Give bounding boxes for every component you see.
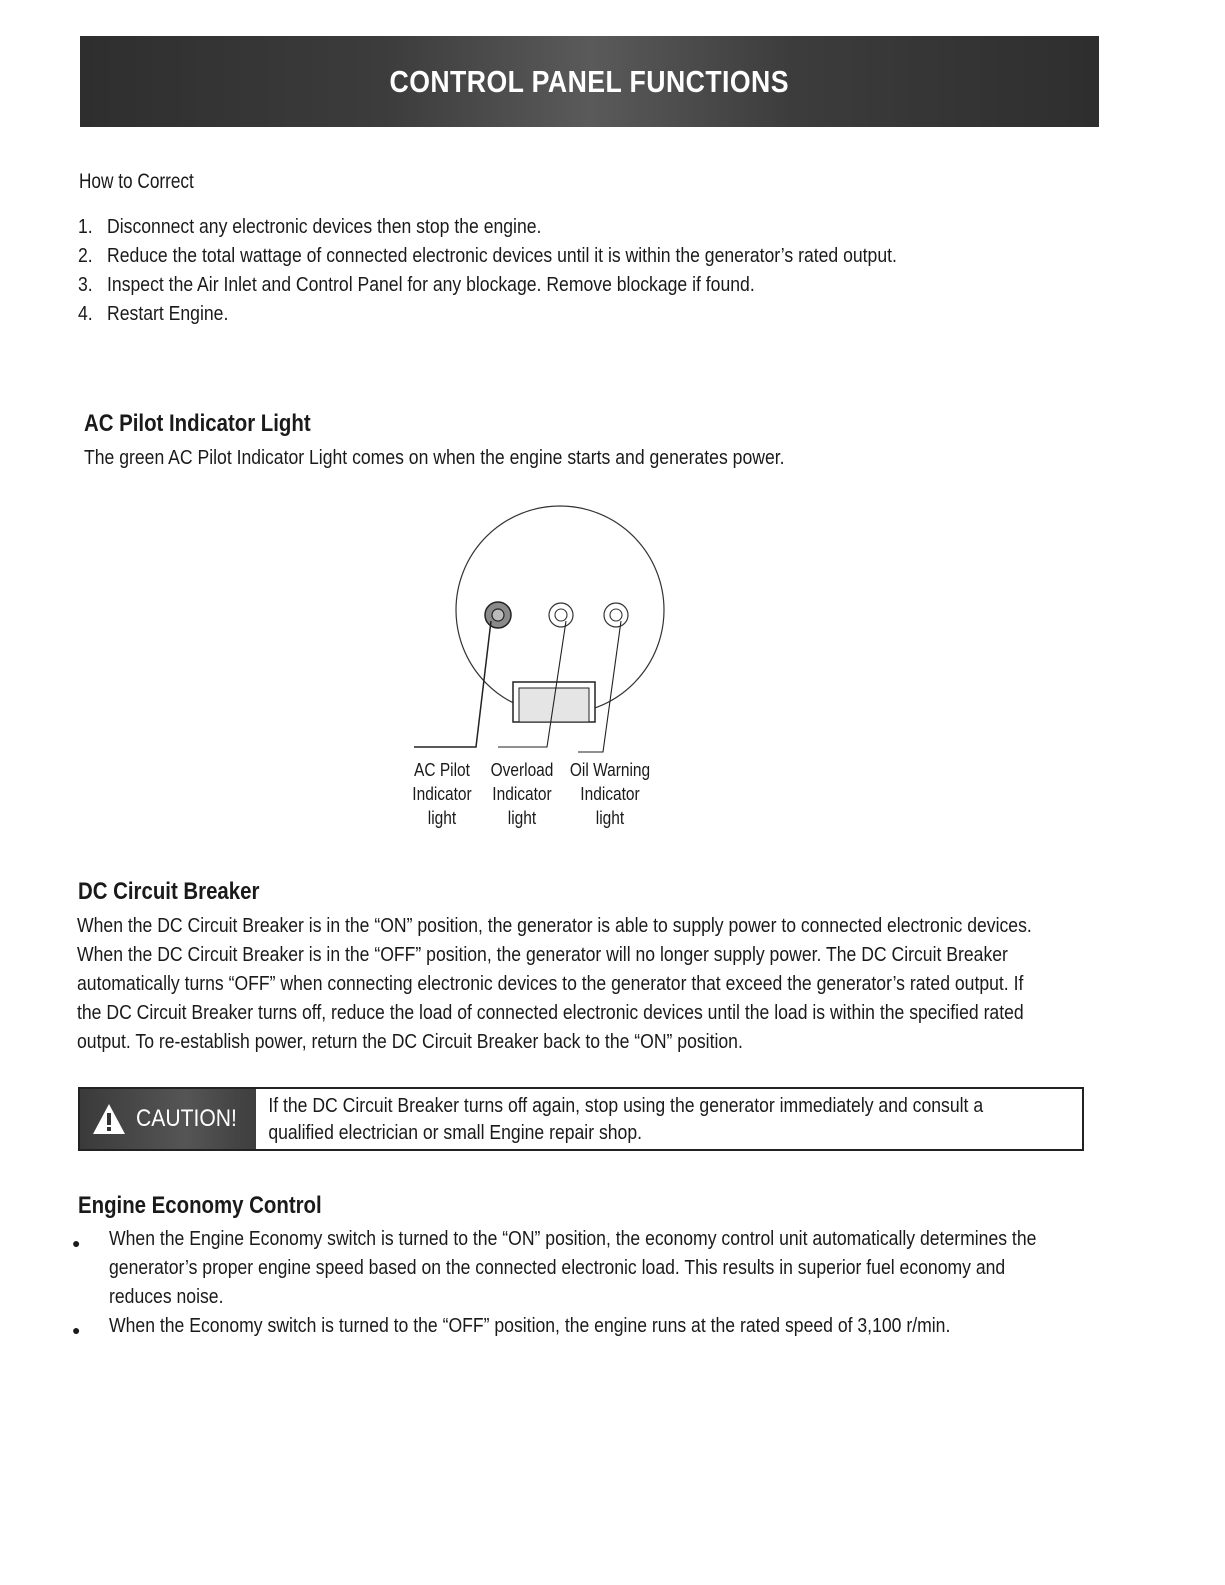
overload-label: Overload Indicator light — [490, 760, 554, 828]
list-item: ● When the Engine Economy switch is turned to the “ON” position, the economy control unit automatically determines the generator’s proper engine speed based on the connected electronic load. This results in superior fuel economy and reduces noise. — [72, 1228, 1037, 1308]
step-item: 3. Inspect the Air Inlet and Control Panel for any blockage. Remove blockage if found. — [78, 274, 755, 296]
page-title: CONTROL PANEL FUNCTIONS — [389, 63, 790, 99]
warning-triangle-icon — [92, 1103, 126, 1135]
control-panel-illustration — [400, 495, 700, 755]
overload-light-icon — [549, 603, 573, 627]
oil-warning-light-icon — [604, 603, 628, 627]
economy-title: Engine Economy Control — [78, 1192, 322, 1219]
caution-box — [78, 1087, 1084, 1151]
header-banner — [80, 36, 1099, 127]
economy-bullets — [72, 1225, 1212, 1341]
step-item: 2. Reduce the total wattage of connected electronic devices until it is within the generator’s rated output. — [78, 245, 897, 267]
list-item: ● When the Economy switch is turned to the “OFF” position, the engine runs at the rated speed of 3,100 r/min. — [72, 1315, 951, 1338]
how-to-correct-title: How to Correct — [79, 170, 194, 193]
ac-pilot-text: The green AC Pilot Indicator Light comes on when the engine starts and generates power. — [84, 447, 785, 469]
caution-tag — [80, 1089, 256, 1149]
step-item: 4. Restart Engine. — [78, 303, 229, 325]
ac-pilot-label: AC Pilot Indicator light — [412, 760, 472, 828]
caution-label: CAUTION! — [136, 1105, 237, 1132]
caution-text: If the DC Circuit Breaker turns off again, stop using the generator immediately and consult a qualified electrician or small Engine repair shop. — [268, 1095, 983, 1144]
ac-pilot-title: AC Pilot Indicator Light — [84, 410, 311, 437]
step-item: 1. Disconnect any electronic devices then stop the engine. — [78, 216, 542, 238]
dc-breaker-text: When the DC Circuit Breaker is in the “ON” position, the generator is able to supply power to connected electronic devices. When the DC Circuit Breaker is in the “OFF” position, the generator will no longer supply power. The DC Circuit Breaker automatically turns “OFF” when connecting electronic devices to the generator that exceed the generator’s rated output. If the DC Circuit Breaker turns off, reduce the load of connected electronic devices until the load is within the specified rated output. To re-establish power, return the DC Circuit Breaker back to the “ON” position. — [77, 915, 1032, 1053]
indicator-diagram — [400, 495, 700, 840]
correction-steps — [78, 213, 1009, 329]
oil-warning-label: Oil Warning Indicator light — [569, 760, 651, 828]
dc-breaker-title: DC Circuit Breaker — [78, 878, 260, 905]
